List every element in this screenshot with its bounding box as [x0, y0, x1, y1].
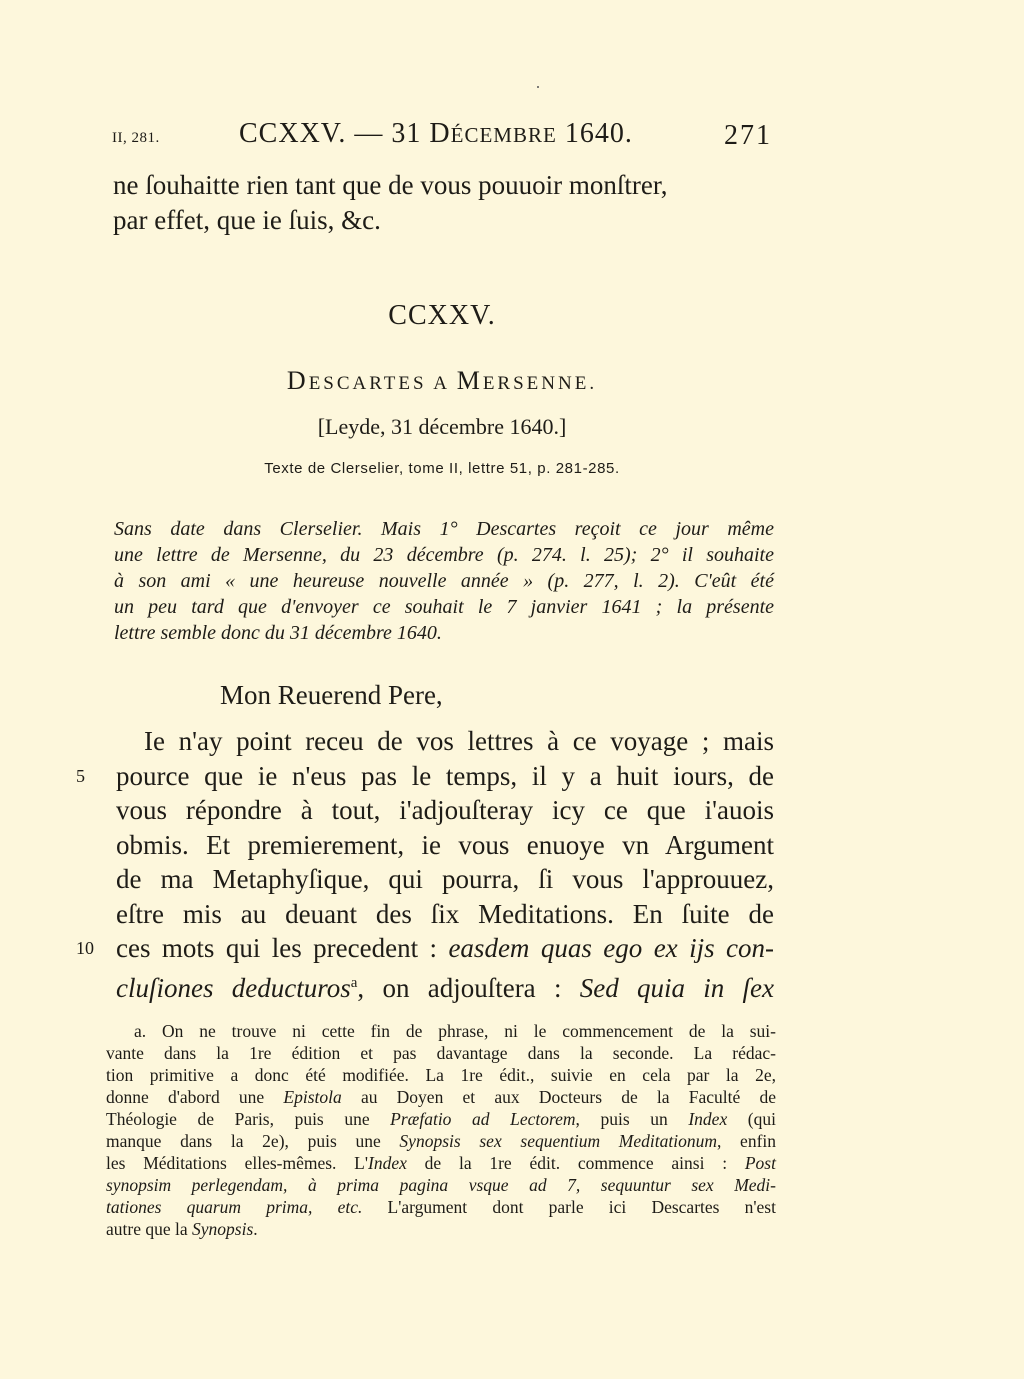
running-title-year: 1640.: [556, 118, 633, 149]
source-note: Texte de Clerselier, tome II, lettre 51, p. 281-285.: [264, 460, 620, 477]
footnote-text: Théologie de Paris, puis une: [106, 1109, 391, 1129]
footnote-text: donne d'abord une: [106, 1087, 284, 1107]
running-title-month-cap: D: [429, 118, 451, 149]
editorial-intro: [114, 516, 774, 646]
heading-rest: ERSENNE.: [482, 373, 598, 394]
volume-reference: II, 281.: [112, 130, 160, 146]
footnote-text: autre que la: [106, 1219, 192, 1239]
running-title-month-rest: ÉCEMBRE: [450, 123, 557, 147]
footnote-italic: Synopsis sex sequentium Meditationum: [399, 1131, 717, 1151]
body-line: eſtre mis au deuant des ſix Meditations. En ſuite de: [116, 898, 774, 929]
body-line: [76, 759, 774, 794]
footnote-text: manque dans la 2e), puis une: [106, 1131, 400, 1151]
footnote-italic: Index: [688, 1109, 728, 1129]
heading-mid: A: [426, 373, 457, 394]
footnote-line: [106, 1196, 776, 1218]
footnote-text: les Méditations elles-mêmes. L': [106, 1153, 369, 1173]
continuation-text: [113, 168, 668, 237]
footnote-line: [106, 1130, 776, 1152]
body-line: vous répondre à tout, i'adjouſteray icy ce que i'auois: [116, 795, 774, 825]
footnote-line: a. On ne trouve ni cette fin de phrase, ni le commencement de la sui-: [134, 1021, 776, 1041]
body-line-text: pource que ie n'eus pas le temps, il y a huit iours, de: [116, 760, 774, 791]
body-line-text: ces mots qui les precedent :: [116, 933, 449, 963]
footnote-text: , enfin: [716, 1131, 777, 1151]
latin-quote: easdem quas ego ex ijs con-: [448, 933, 774, 963]
letter-body: [76, 724, 774, 1005]
body-line-text: , on adjouſtera :: [357, 972, 580, 1003]
footnote-text: .: [253, 1219, 258, 1239]
body-line: [76, 931, 774, 966]
footnote-line: vante dans la 1re édition et pas davantage dans la seconde. La rédac-: [106, 1043, 776, 1063]
footnote: [106, 1020, 777, 1240]
letter-heading: [0, 366, 884, 396]
latin-quote: cluſiones deducturos: [116, 972, 351, 1003]
body-line: obmis. Et premierement, ie vous enuoye vn Argument: [116, 829, 774, 860]
intro-line: une lettre de Mersenne, du 23 décembre (p. 274. l. 25); 2° il souhaite: [114, 544, 774, 566]
footnote-italic: Index: [368, 1153, 407, 1173]
heading-cap: D: [286, 366, 309, 395]
footnote-line: [106, 1218, 776, 1240]
footnote-text: au Doyen et aux Docteurs de la Faculté de: [341, 1087, 776, 1107]
footnote-italic: Synopsis: [192, 1219, 254, 1239]
line-number-10: 10: [76, 938, 94, 958]
footnote-line: [106, 1108, 776, 1130]
continuation-line: ne ſouhaitte rien tant que de vous pouuoir monſtrer,: [113, 170, 668, 200]
latin-quote: Sed quia in ſex: [579, 972, 774, 1003]
intro-line: lettre semble donc du 31 décembre 1640.: [114, 622, 442, 644]
running-title-number: CCXXV. — 31: [239, 118, 430, 149]
letter-date: [Leyde, 31 décembre 1640.]: [317, 414, 567, 439]
print-speck: [537, 86, 539, 88]
footnote-marker: a: [350, 974, 358, 991]
running-header: [112, 118, 772, 158]
footnote-italic: Post: [744, 1153, 776, 1173]
footnote-italic: tationes quarum prima, etc.: [106, 1197, 363, 1217]
footnote-italic: Epistola: [283, 1087, 342, 1107]
body-line: de ma Metaphyſique, qui pourra, ſi vous l'approuuez,: [116, 864, 774, 894]
intro-line: un peu tard que d'envoyer ce souhait le 7 janvier 1641 ; la présente: [114, 596, 774, 618]
footnote-text: L'argument dont parle ici Descartes n'est: [362, 1197, 776, 1217]
footnote-text: (qui: [727, 1109, 776, 1129]
body-line: Ie n'ay point receu de vos lettres à ce voyage ; mais: [144, 726, 774, 756]
running-title: [239, 118, 633, 150]
salutation: Mon Reuerend Pere,: [220, 680, 443, 710]
page-number: 271: [724, 120, 772, 151]
footnote-line: synopsim perlegendam, à prima pagina vsque ad 7, sequuntur sex Medi-: [106, 1175, 776, 1195]
heading-rest: ESCARTES: [308, 373, 427, 394]
continuation-line: par effet, que ie ſuis, &c.: [113, 204, 381, 235]
footnote-text: , puis un: [575, 1109, 689, 1129]
line-number-5: 5: [76, 765, 85, 786]
letter-number: CCXXV.: [388, 300, 496, 331]
footnote-line: [106, 1086, 776, 1108]
footnote-line: tion primitive a donc été modifiée. La 1re édit., suivie en cela par la 2e,: [106, 1065, 776, 1085]
footnote-italic: Præfatio ad Lectorem: [390, 1109, 576, 1129]
intro-line: à son ami « une heureuse nouvelle année » (p. 277, l. 2). C'eût été: [114, 570, 774, 592]
intro-line: Sans date dans Clerselier. Mais 1° Descartes reçoit ce jour même: [114, 518, 774, 540]
footnote-line: [106, 1152, 776, 1174]
body-line: [116, 966, 774, 1006]
footnote-text: de la 1re édit. commence ainsi :: [406, 1153, 745, 1173]
heading-cap: M: [456, 366, 483, 395]
